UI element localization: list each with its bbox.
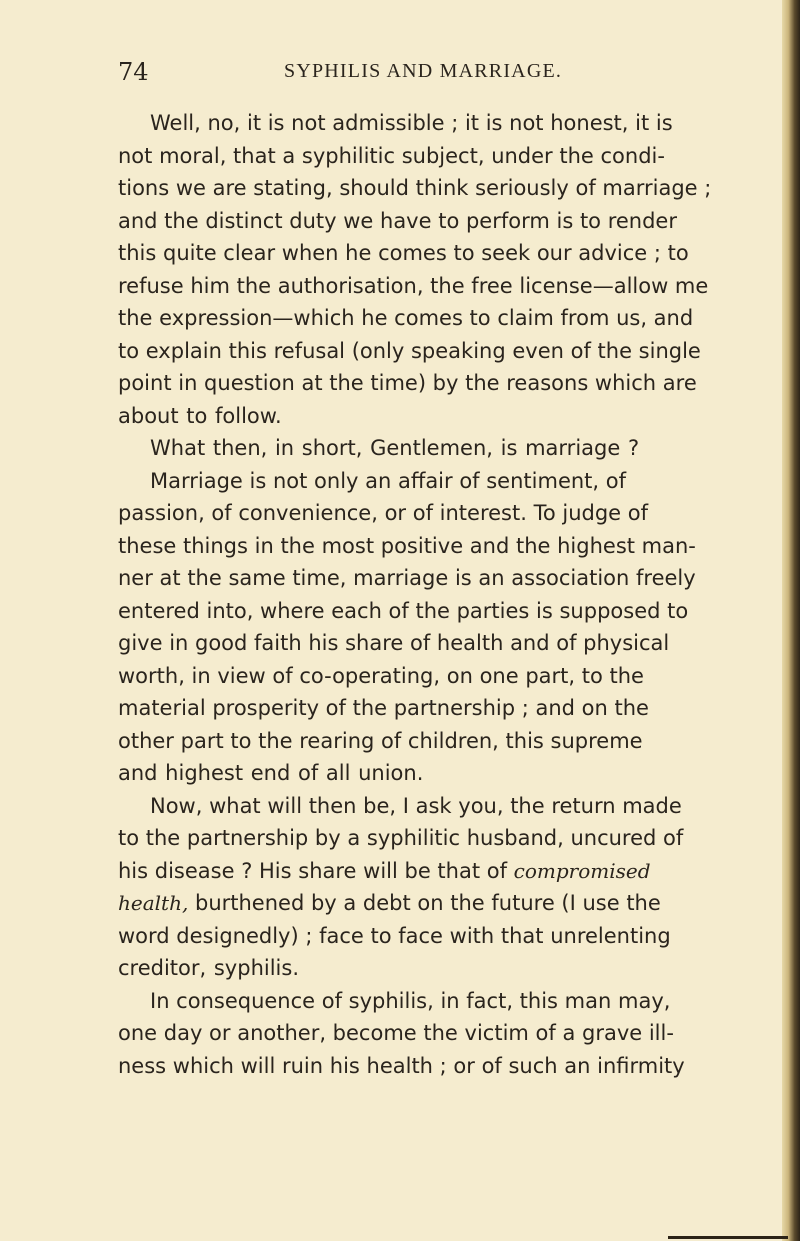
text-run: his disease ? His share will be that of bbox=[118, 858, 514, 883]
text-line-with-italic bbox=[118, 855, 740, 888]
text-line: and the distinct duty we have to perform is to render bbox=[118, 208, 677, 233]
text-line: material prosperity of the partnership ; and on the bbox=[118, 696, 649, 720]
text-line: Well, no, it is not admissible ; it is not honest, it is bbox=[150, 111, 673, 135]
text-line: word designedly) ; face to face with that unrelenting bbox=[118, 923, 671, 948]
text-line: creditor, syphilis. bbox=[118, 956, 299, 980]
page-edge-shadow bbox=[782, 0, 800, 1241]
paragraph-4 bbox=[118, 790, 740, 985]
page-number: 74 bbox=[118, 58, 149, 86]
text-line: Now, what will then be, I ask you, the return made bbox=[150, 793, 682, 818]
italic-phrase: health, bbox=[118, 891, 189, 915]
text-line: tions we are stating, should think seriously of marriage ; bbox=[118, 176, 712, 200]
text-line: to the partnership by a syphilitic husband, uncured of bbox=[118, 826, 684, 850]
text-run: burthened by a debt on the future (I use the bbox=[188, 891, 661, 915]
header-title: SYPHILIS AND MARRIAGE. bbox=[284, 60, 563, 82]
text-line: give in good faith his share of health and of physical bbox=[118, 631, 670, 655]
text-line: refuse him the authorisation, the free license—allow me bbox=[118, 273, 709, 298]
text-line: point in question at the time) by the reasons which are bbox=[118, 371, 697, 395]
text-line: Marriage is not only an affair of sentiment, of bbox=[150, 468, 626, 493]
italic-phrase: compromised bbox=[513, 858, 651, 883]
body-text bbox=[118, 107, 740, 1082]
paragraph-1 bbox=[118, 107, 740, 432]
text-line: In consequence of syphilis, in fact, this man may, bbox=[150, 988, 671, 1013]
text-line: to explain this refusal (only speaking even of the single bbox=[118, 338, 701, 363]
text-line: entered into, where each of the parties is supposed to bbox=[118, 598, 689, 623]
running-head bbox=[118, 58, 738, 92]
bottom-edge-rule bbox=[668, 1236, 788, 1239]
text-line: about to follow. bbox=[118, 403, 282, 428]
text-line: and highest end of all union. bbox=[118, 761, 424, 785]
text-line: these things in the most positive and the highest man- bbox=[118, 533, 696, 558]
text-line: worth, in view of co-operating, on one part, to the bbox=[118, 663, 644, 688]
text-line-with-italic bbox=[118, 887, 740, 920]
text-line: one day or another, become the victim of a grave ill- bbox=[118, 1021, 674, 1045]
paragraph-3 bbox=[118, 465, 740, 790]
text-line: the expression—which he comes to claim from us, and bbox=[118, 306, 694, 330]
text-line: this quite clear when he comes to seek our advice ; to bbox=[118, 241, 689, 265]
text-line: ner at the same time, marriage is an association freely bbox=[118, 566, 696, 590]
text-line: ness which will ruin his health ; or of such an infirmity bbox=[118, 1053, 685, 1078]
paragraph-5 bbox=[118, 985, 740, 1083]
text-line: passion, of convenience, or of interest. To judge of bbox=[118, 501, 648, 525]
text-line: not moral, that a syphilitic subject, under the condi- bbox=[118, 143, 665, 168]
paragraph-2 bbox=[118, 432, 740, 465]
text-line: What then, in short, Gentlemen, is marriage ? bbox=[150, 436, 640, 460]
text-line: other part to the rearing of children, this supreme bbox=[118, 728, 643, 753]
